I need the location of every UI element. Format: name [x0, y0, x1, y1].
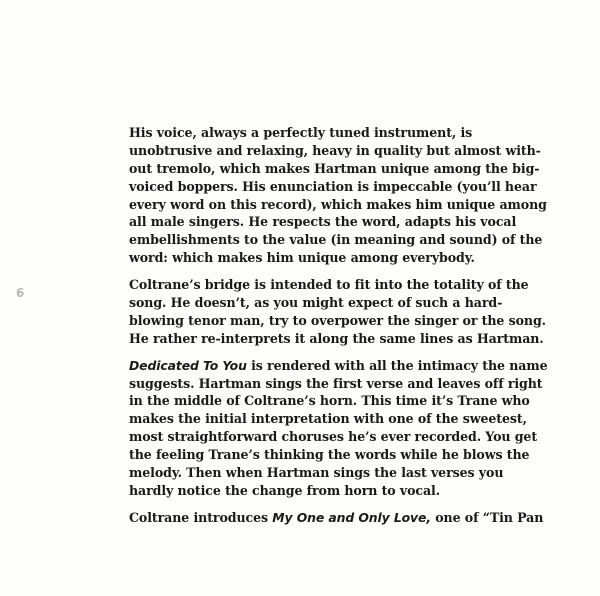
text-segment: word: which makes him unique among everybody.: [129, 250, 475, 266]
text-line: [129, 428, 563, 446]
text-segment: one of “Tin Pan: [430, 509, 544, 525]
text-segment: the feeling Trane’s thinking the words while he blows the: [129, 447, 530, 463]
paragraph: [129, 124, 563, 267]
text-segment: most straightforward choruses he’s ever recorded. You get: [129, 429, 538, 445]
text-segment: all male singers. He respects the word, adapts his vocal: [129, 214, 517, 230]
text-segment: He rather re-interprets it along the same lines as Hartman.: [129, 330, 544, 346]
song-title: Dedicated To You: [129, 357, 247, 373]
text-line: [129, 464, 563, 482]
text-line: [129, 142, 563, 160]
song-title: My One and Only Love,: [272, 509, 431, 525]
text-line: [129, 196, 563, 214]
text-segment: embellishments to the value (in meaning and sound) of the: [129, 232, 543, 248]
text-line: [129, 375, 563, 393]
text-line: [129, 294, 563, 312]
text-segment: out tremolo, which makes Hartman unique among the big-: [129, 160, 540, 176]
text-line: [129, 231, 563, 249]
paragraph: [129, 276, 563, 348]
paragraph: [129, 357, 563, 500]
text-segment: blowing tenor man, try to overpower the singer or the song.: [129, 312, 546, 328]
text-line: [129, 357, 563, 375]
paragraph: [129, 509, 563, 527]
page-number: 6: [16, 286, 25, 300]
text-line: [129, 160, 563, 178]
text-segment: is rendered with all the intimacy the name: [246, 357, 548, 373]
text-line: [129, 124, 563, 142]
text-segment: suggests. Hartman sings the first verse and leaves off right: [129, 375, 543, 391]
text-line: [129, 312, 563, 330]
text-line: [129, 482, 563, 500]
text-line: [129, 213, 563, 231]
text-line: [129, 178, 563, 196]
text-line: [129, 392, 563, 410]
body-text: [129, 124, 563, 527]
text-segment: in the middle of Coltrane’s horn. This time it’s Trane who: [129, 393, 530, 409]
text-segment: hardly notice the change from horn to vocal.: [129, 482, 440, 498]
text-segment: Coltrane’s bridge is intended to fit into the totality of the: [129, 277, 529, 293]
text-segment: His voice, always a perfectly tuned instrument, is: [129, 125, 473, 140]
text-segment: makes the initial interpretation with one of the sweetest,: [129, 411, 527, 427]
text-line: [129, 249, 563, 267]
text-segment: voiced boppers. His enunciation is impeccable (you’ll hear: [129, 178, 537, 194]
text-line: [129, 509, 563, 527]
text-line: [129, 330, 563, 348]
text-segment: melody. Then when Hartman sings the last verses you: [129, 465, 504, 481]
text-line: [129, 410, 563, 428]
text-line: [129, 446, 563, 464]
text-segment: every word on this record), which makes him unique among: [129, 196, 547, 212]
text-segment: Coltrane introduces: [129, 509, 273, 525]
text-segment: song. He doesn’t, as you might expect of such a hard-: [129, 295, 503, 311]
text-line: [129, 276, 563, 294]
text-segment: unobtrusive and relaxing, heavy in quality but almost with-: [129, 142, 541, 158]
